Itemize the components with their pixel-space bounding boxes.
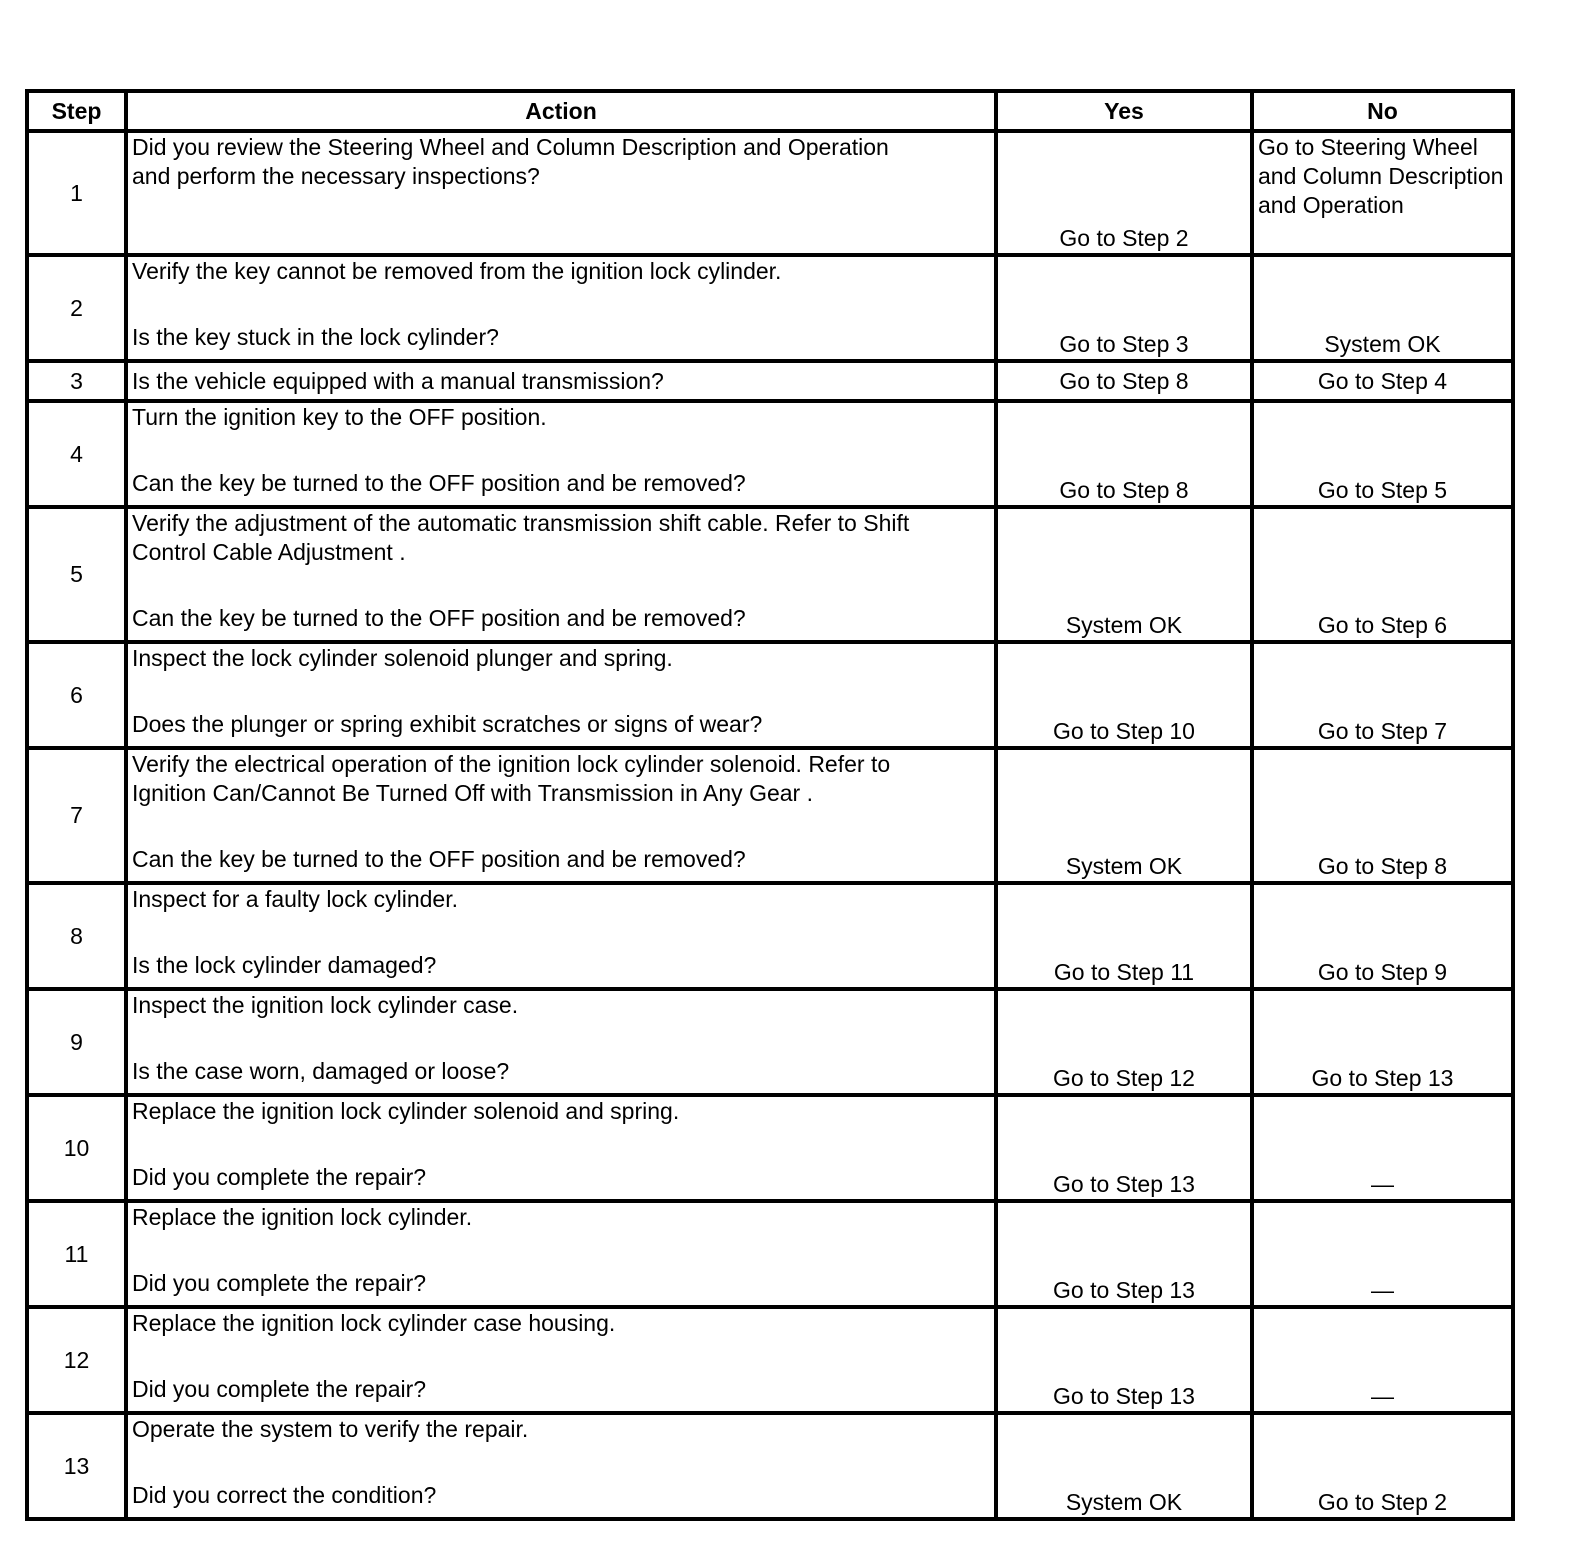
action-text: Verify the electrical operation of the ignition lock cylinder solenoid. Refer to [132, 751, 891, 777]
diagnostic-table [25, 89, 1515, 1521]
action-spacer [132, 1232, 990, 1269]
action-question: Does the plunger or spring exhibit scratches or signs of wear? [132, 711, 763, 737]
action-question: Did you correct the condition? [132, 1482, 437, 1508]
action-text: Did you review the Steering Wheel and Column Description and Operation [132, 134, 889, 160]
step-number: 10 [27, 1095, 126, 1201]
action-spacer [132, 567, 990, 604]
header-no: No [1252, 91, 1513, 131]
yes-result: Go to Step 13 [996, 1095, 1252, 1201]
no-result: Go to Step 5 [1252, 401, 1513, 507]
table-body [27, 131, 1513, 1519]
no-result: — [1252, 1307, 1513, 1413]
action-text: Replace the ignition lock cylinder. [132, 1204, 473, 1230]
step-number: 13 [27, 1413, 126, 1519]
action-question: Is the lock cylinder damaged? [132, 952, 437, 978]
no-result: Go to Step 9 [1252, 883, 1513, 989]
action-question: Did you complete the repair? [132, 1270, 427, 1296]
yes-result: System OK [996, 507, 1252, 642]
action-text: Inspect for a faulty lock cylinder. [132, 886, 458, 912]
action-spacer [132, 914, 990, 951]
step-number: 11 [27, 1201, 126, 1307]
action-text: Verify the key cannot be removed from the ignition lock cylinder. [132, 258, 782, 284]
action-text: and perform the necessary inspections? [132, 163, 540, 189]
action-cell [126, 883, 996, 989]
action-cell [126, 361, 996, 401]
action-cell [126, 255, 996, 361]
action-text: Is the vehicle equipped with a manual transmission? [132, 367, 664, 394]
yes-result: Go to Step 13 [996, 1307, 1252, 1413]
step-number: 7 [27, 748, 126, 883]
step-number: 3 [27, 361, 126, 401]
header-yes: Yes [996, 91, 1252, 131]
action-spacer [132, 808, 990, 845]
table-row [27, 1201, 1513, 1307]
no-result: Go to Steering Wheel and Column Description and Operation [1252, 131, 1513, 255]
no-result: Go to Step 4 [1252, 361, 1513, 401]
action-question: Is the case worn, damaged or loose? [132, 1058, 510, 1084]
no-result: — [1252, 1201, 1513, 1307]
no-result: Go to Step 2 [1252, 1413, 1513, 1519]
yes-result: Go to Step 10 [996, 642, 1252, 748]
yes-result: Go to Step 13 [996, 1201, 1252, 1307]
action-text: Operate the system to verify the repair. [132, 1416, 529, 1442]
header-step: Step [27, 91, 126, 131]
step-number: 1 [27, 131, 126, 255]
action-cell [126, 989, 996, 1095]
action-question: Can the key be turned to the OFF position and be removed? [132, 846, 746, 872]
yes-result: Go to Step 12 [996, 989, 1252, 1095]
action-cell [126, 1413, 996, 1519]
table-row [27, 507, 1513, 642]
no-result: — [1252, 1095, 1513, 1201]
yes-result: Go to Step 8 [996, 401, 1252, 507]
action-text: Control Cable Adjustment . [132, 539, 406, 565]
action-text: Inspect the lock cylinder solenoid plunger and spring. [132, 645, 673, 671]
table-row [27, 1095, 1513, 1201]
no-result: Go to Step 13 [1252, 989, 1513, 1095]
no-result: System OK [1252, 255, 1513, 361]
action-text: Replace the ignition lock cylinder case housing. [132, 1310, 616, 1336]
action-spacer [132, 673, 990, 710]
action-cell [126, 748, 996, 883]
action-cell [126, 401, 996, 507]
table-row [27, 255, 1513, 361]
step-number: 9 [27, 989, 126, 1095]
action-text: Inspect the ignition lock cylinder case. [132, 992, 519, 1018]
action-question: Is the key stuck in the lock cylinder? [132, 324, 499, 350]
yes-result: System OK [996, 748, 1252, 883]
action-spacer [132, 1020, 990, 1057]
yes-result: Go to Step 8 [996, 361, 1252, 401]
table-row [27, 131, 1513, 255]
table-row [27, 361, 1513, 401]
action-question: Can the key be turned to the OFF position and be removed? [132, 470, 746, 496]
step-number: 4 [27, 401, 126, 507]
action-spacer [132, 432, 990, 469]
action-cell [126, 1095, 996, 1201]
table-row [27, 1307, 1513, 1413]
action-question: Can the key be turned to the OFF position and be removed? [132, 605, 746, 631]
action-text: Replace the ignition lock cylinder solenoid and spring. [132, 1098, 680, 1124]
step-number: 2 [27, 255, 126, 361]
step-number: 8 [27, 883, 126, 989]
action-cell [126, 1201, 996, 1307]
action-text: Ignition Can/Cannot Be Turned Off with Transmission in Any Gear . [132, 780, 813, 806]
no-result: Go to Step 7 [1252, 642, 1513, 748]
step-number: 5 [27, 507, 126, 642]
action-cell [126, 642, 996, 748]
action-text: Turn the ignition key to the OFF position. [132, 404, 547, 430]
action-spacer [132, 1338, 990, 1375]
action-cell [126, 131, 996, 255]
yes-result: Go to Step 2 [996, 131, 1252, 255]
action-spacer [132, 1126, 990, 1163]
action-cell [126, 1307, 996, 1413]
table-row [27, 748, 1513, 883]
action-question: Did you complete the repair? [132, 1164, 427, 1190]
header-row [27, 91, 1513, 131]
action-cell [126, 507, 996, 642]
step-number: 12 [27, 1307, 126, 1413]
header-action: Action [126, 91, 996, 131]
action-spacer [132, 1444, 990, 1481]
table-row [27, 989, 1513, 1095]
no-result: Go to Step 8 [1252, 748, 1513, 883]
table-row [27, 401, 1513, 507]
table-row [27, 642, 1513, 748]
action-spacer [132, 286, 990, 323]
action-question: Did you complete the repair? [132, 1376, 427, 1402]
table-row [27, 1413, 1513, 1519]
step-number: 6 [27, 642, 126, 748]
table-row [27, 883, 1513, 989]
action-text: Verify the adjustment of the automatic transmission shift cable. Refer to Shift [132, 510, 910, 536]
no-result: Go to Step 6 [1252, 507, 1513, 642]
yes-result: Go to Step 11 [996, 883, 1252, 989]
yes-result: Go to Step 3 [996, 255, 1252, 361]
yes-result: System OK [996, 1413, 1252, 1519]
